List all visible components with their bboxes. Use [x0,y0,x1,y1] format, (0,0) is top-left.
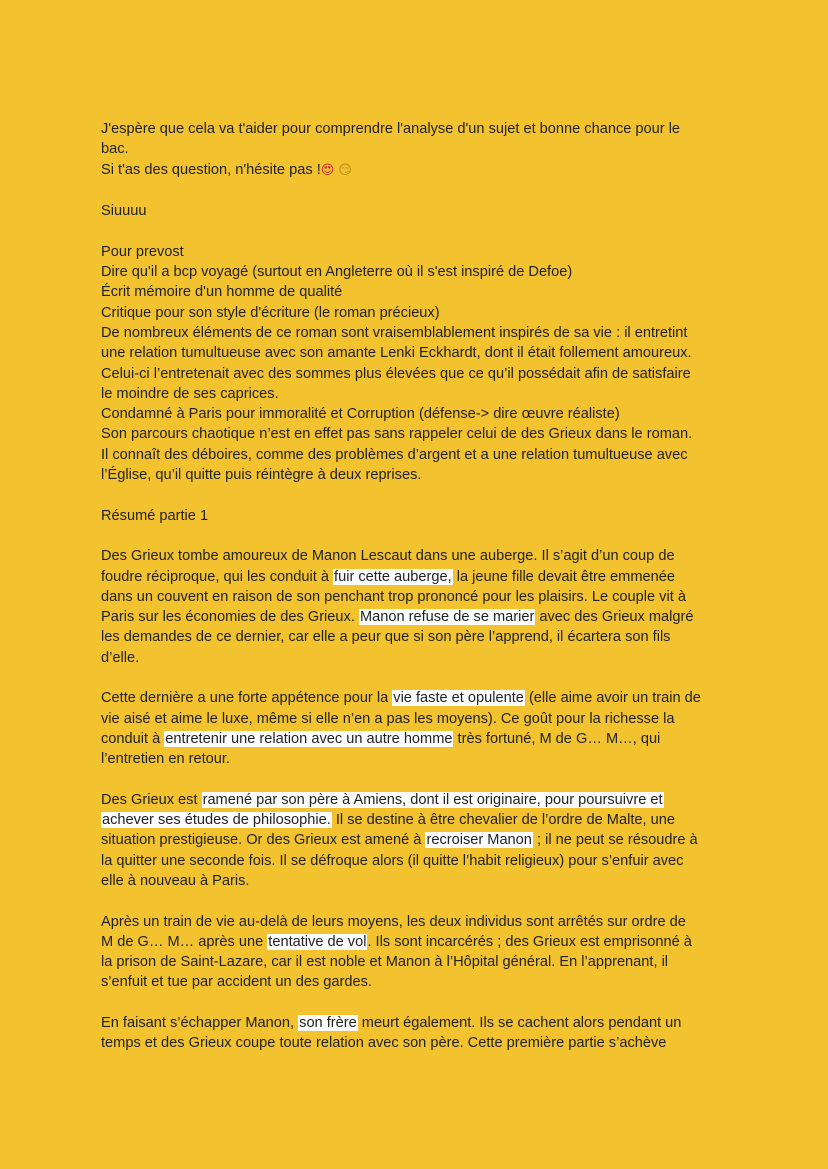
prevost-line: Pour prevost [101,243,184,260]
prevost-line: Celui-ci l’entretenait avec des sommes plus élevées que ce qu’il possédait afin de satisfaire [101,365,691,382]
text-run: En faisant s’échapper Manon, [101,1015,299,1032]
summary-line: la prison de Saint-Lazare, car il est noble et Manon à l’Hôpital général. En l’apprenant, il [101,954,669,971]
summary-line: Des Grieux tombe amoureux de Manon Lescaut dans une auberge. Il s’agit d’un coup de [101,548,675,565]
summary-line: dans un couvent en raison de son penchant trop prononcé pour les plaisirs. Le couple vit à [101,588,686,605]
highlight: son frère [299,1015,357,1032]
text-run: la jeune fille devait être emmenée [452,568,675,585]
text-run: M de G… M… après une [101,933,268,950]
text-run: très fortuné, M de G… M…, qui [453,730,661,747]
summary-line: la quitter une seconde fois. Il se défroque alors (il quitte l’habit religieux) pour s’enfuir avec [101,852,684,869]
summary-line: temps et des Grieux coupe toute relation avec son père. Cette première partie s’achève [101,1035,667,1052]
heart-eyes-emoji-icon: 😍 [320,162,335,178]
summary-line [101,607,733,627]
summary-line: d’elle. [101,649,140,666]
summary-line [101,567,733,587]
intro-line: J'espère que cela va t'aider pour comprendre l'analyse d'un sujet et bonne chance pour le [101,121,681,137]
prevost-line: Écrit mémoire d'un homme de qualité [101,284,343,301]
summary-line: l’entretien en retour. [101,751,230,768]
text-run: ; il ne peut se résoudre à [532,832,698,849]
text-run: Des Grieux est [101,791,202,808]
prevost-line: le moindre de ses caprices. [101,385,279,402]
summary-line [101,790,733,810]
highlight: recroiser Manon [426,832,532,849]
text-run: meurt également. Ils se cachent alors pendant un [357,1015,682,1032]
summary-line [101,688,733,708]
text-run: foudre réciproque, qui les conduit à [101,568,334,585]
text-run: (elle aime avoir un train de [524,690,701,707]
highlight: entretenir une relation avec un autre homme [165,730,453,747]
summary-line [101,1013,733,1033]
summary-line: elle à nouveau à Paris. [101,872,250,889]
highlight: Manon refuse de se marier [359,609,535,626]
summary-line [101,932,733,952]
prevost-line: De nombreux éléments de ce roman sont vraisemblablement inspirés de sa vie : il entretint [101,324,688,341]
summary-line: vie aisé et aime le luxe, même si elle n’en a pas les moyens). Ce goût pour la richesse la [101,710,675,727]
summary-line [101,830,733,850]
prevost-line: Son parcours chaotique n’est en effet pas sans rappeler celui de des Grieux dans le roman. [101,426,693,443]
intro-line [101,160,733,181]
text-run: avec des Grieux malgré [535,609,694,626]
highlight: vie faste et opulente [393,690,524,707]
text-run: conduit à [101,730,165,747]
text-run: Paris sur les économies de des Grieux. [101,609,359,626]
signoff: Siuuuu [101,203,147,220]
summary-line [101,729,733,749]
text-run: Cette dernière a une forte appétence pour la [101,690,393,707]
text-run: . Ils sont incarcérés ; des Grieux est emprisonné à [367,933,692,950]
smirk-emoji-icon: 😏 [338,162,352,178]
summary-line: les demandes de ce dernier, car elle a peur que si son père l’apprend, il écartera son fils [101,629,671,646]
intro-question-text: Si t'as des question, n'hésite pas ! [101,161,321,178]
summary-line: Après un train de vie au-delà de leurs moyens, les deux individus sont arrêtés sur ordre de [101,913,686,930]
summary-heading: Résumé partie 1 [101,507,209,524]
highlight: tentative de vol [268,933,367,950]
text-run: situation prestigieuse. Or des Grieux est amené à [101,832,426,849]
text-run: Il se destine à être chevalier de l’ordre de Malte, une [331,812,675,829]
prevost-line: Il connaît des déboires, comme des problèmes d’argent et a une relation tumultueuse avec [101,446,688,463]
highlight: achever ses études de philosophie. [102,812,331,829]
highlight: fuir cette auberge, [334,568,452,585]
prevost-line: une relation tumultueuse avec son amante Lenki Eckhardt, dont il était follement amoureux. [101,345,692,362]
intro-line: bac. [101,141,129,158]
summary-line [101,810,733,830]
prevost-line: Dire qu'il a bcp voyagé (surtout en Angleterre où il s'est inspiré de Defoe) [101,264,573,281]
summary-line: s’enfuit et tue par accident un des gardes. [101,974,372,991]
highlight: ramené par son père à Amiens, dont il est originaire, pour poursuivre et [202,791,663,808]
prevost-line: Condamné à Paris pour immoralité et Corruption (défense-> dire œuvre réaliste) [101,406,620,423]
prevost-line: l’Église, qu’il quitte puis réintègre à deux reprises. [101,467,422,484]
prevost-line: Critique pour son style d'écriture (le roman précieux) [101,304,440,321]
